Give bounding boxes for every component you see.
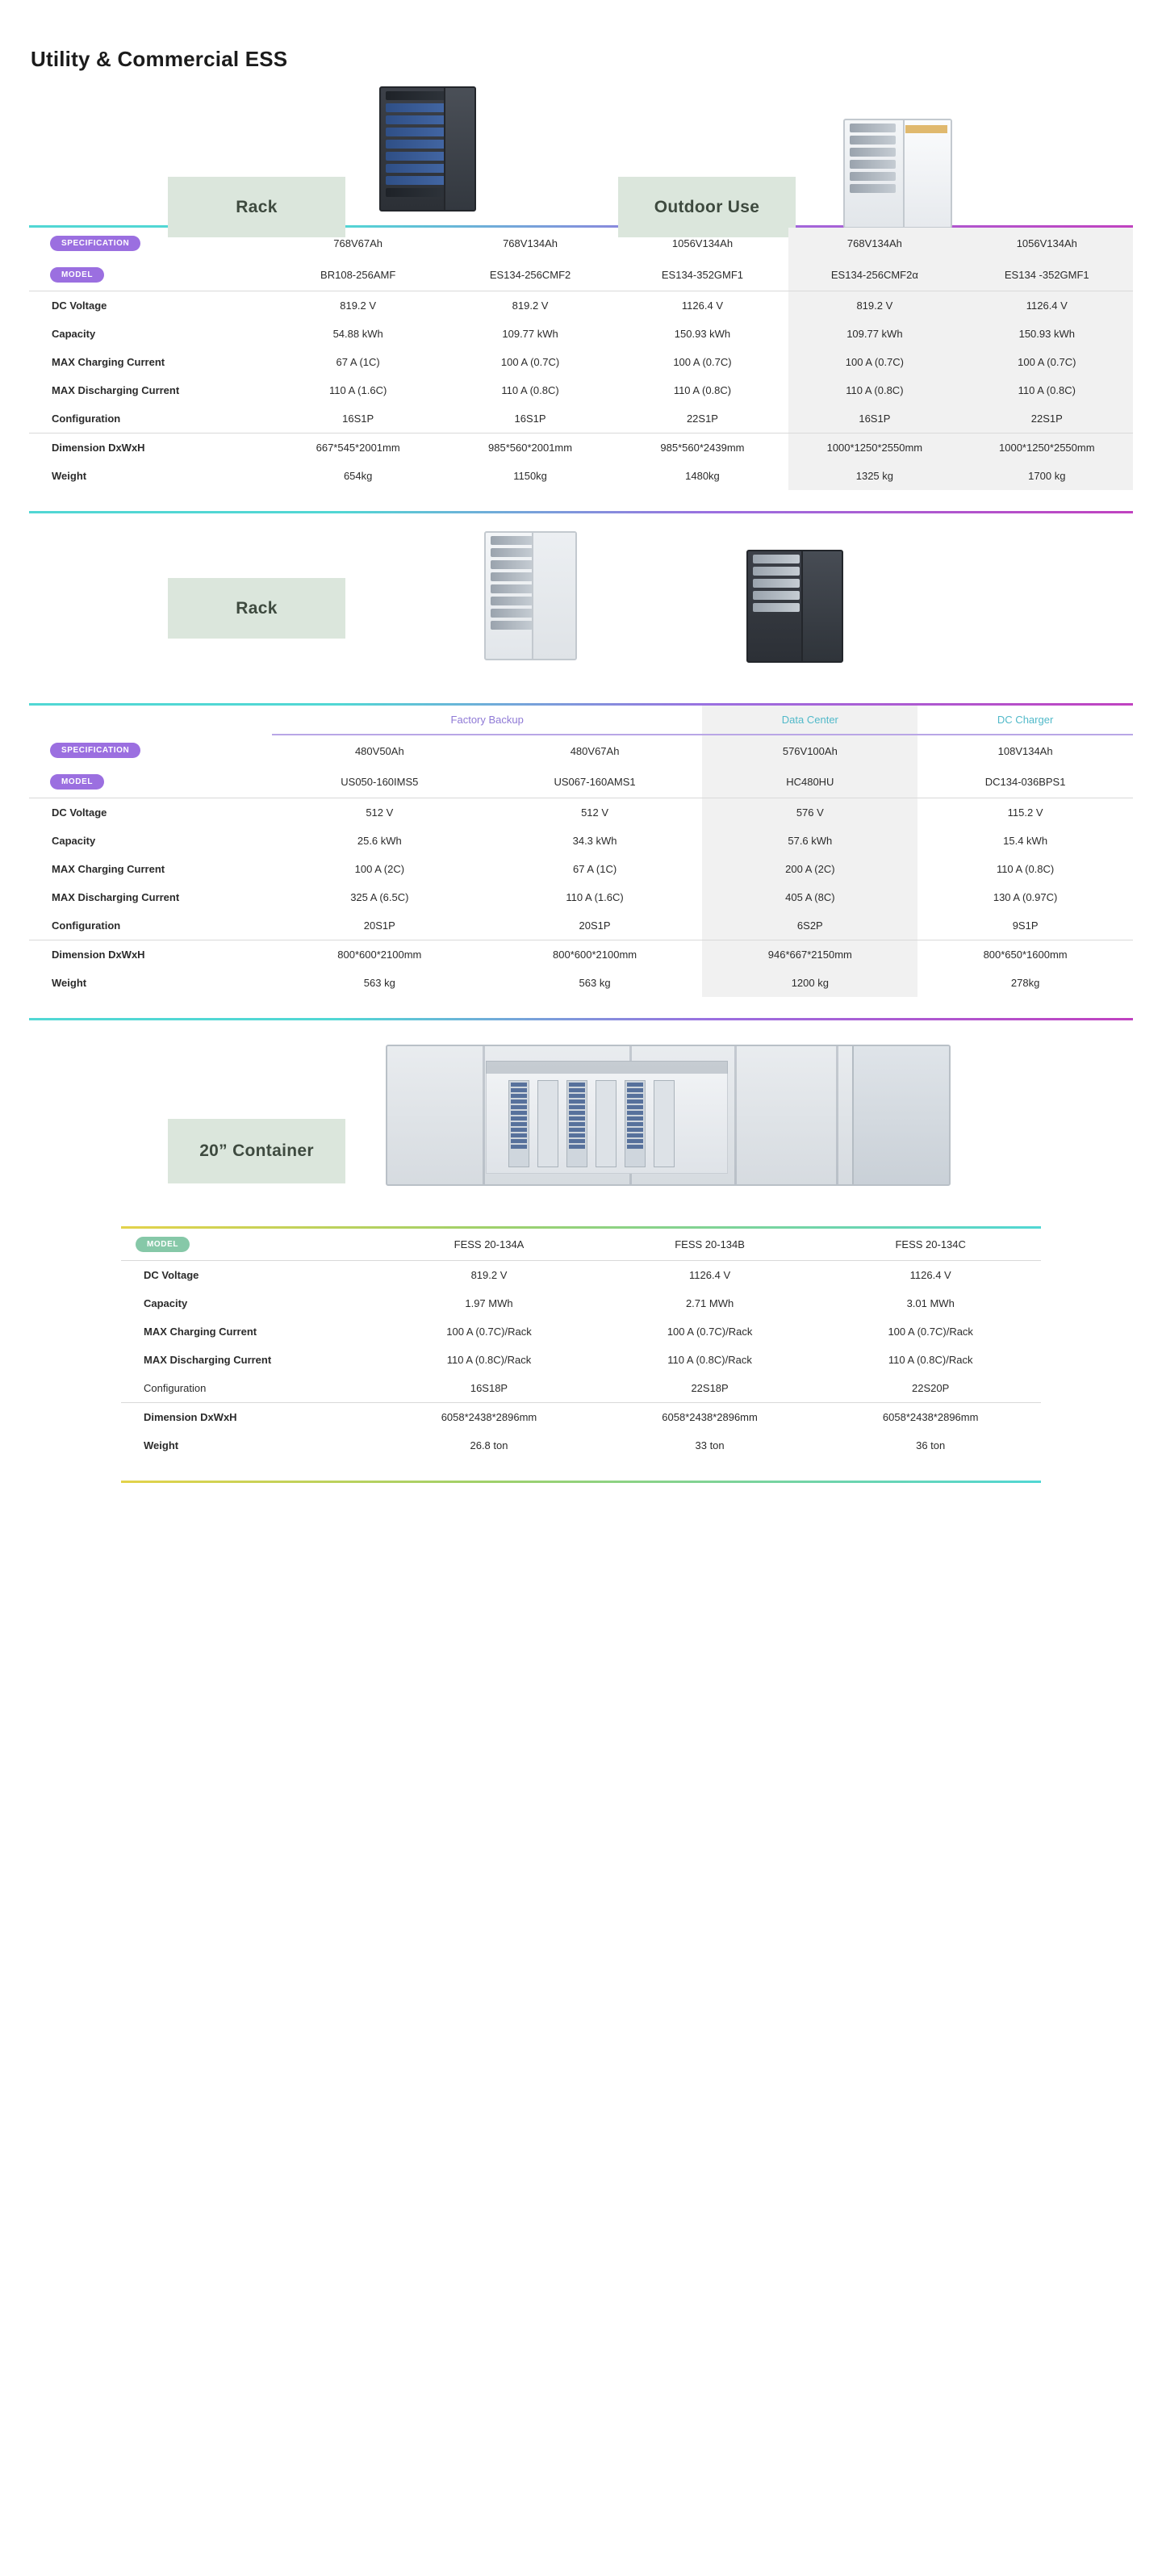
- model-value: BR108-256AMF: [320, 269, 396, 281]
- model-value: ES134-256CMF2α: [788, 259, 960, 291]
- cell-value: 6058*2438*2896mm: [378, 1403, 600, 1432]
- row-label: MAX Charging Current: [52, 863, 165, 875]
- cell-value: 100 A (0.7C): [673, 356, 732, 368]
- cell-value: 110 A (0.8C): [788, 376, 960, 404]
- table-row: [29, 320, 1133, 348]
- cell-value: 985*560*2001mm: [444, 434, 616, 463]
- cell-value: 200 A (2C): [702, 855, 917, 883]
- table-row: [29, 827, 1133, 855]
- cell-value: 16S1P: [514, 413, 546, 425]
- model-value: ES134-352GMF1: [661, 269, 744, 281]
- spec-table-utility: [29, 228, 1133, 490]
- cell-value: 109.77 kWh: [788, 320, 960, 348]
- cell-value: 985*560*2439mm: [617, 434, 788, 463]
- cell-value: 36 ton: [916, 1439, 946, 1451]
- table-row: [121, 1261, 1041, 1290]
- cell-value: 150.93 kWh: [961, 320, 1133, 348]
- cell-value: 110 A (0.8C): [961, 376, 1133, 404]
- model-pill-cell: [29, 766, 272, 798]
- cell-value: 654kg: [343, 470, 373, 482]
- table-wrap-backup: [0, 706, 1162, 997]
- specification-pill: SPECIFICATION: [50, 743, 140, 758]
- cell-value: 57.6 kWh: [702, 827, 917, 855]
- cell-value: 67 A (1C): [336, 356, 380, 368]
- cell-value: 16S1P: [342, 413, 374, 425]
- model-pill: MODEL: [50, 267, 104, 283]
- cell-value: 130 A (0.97C): [993, 891, 1058, 903]
- cell-value: 15.4 kWh: [1003, 835, 1048, 847]
- cell-value: 26.8 ton: [470, 1439, 508, 1451]
- group-header-empty: [29, 706, 272, 735]
- cell-value: 1126.4 V: [820, 1261, 1041, 1290]
- cell-value: 34.3 kWh: [572, 835, 617, 847]
- cell-value: 667*545*2001mm: [272, 434, 444, 463]
- cell-value: 278kg: [1010, 977, 1040, 989]
- spec-value: 1056V134Ah: [671, 237, 734, 249]
- cell-value: 819.2 V: [378, 1261, 600, 1290]
- cell-value: 1700 kg: [961, 462, 1133, 490]
- cell-value: 25.6 kWh: [357, 835, 402, 847]
- spec-table-container: [121, 1229, 1041, 1460]
- group-header-factory-backup: Factory Backup: [272, 706, 703, 735]
- table-row-group-headers: [29, 706, 1133, 735]
- cell-value: 1200 kg: [702, 969, 917, 997]
- table-row: [29, 291, 1133, 320]
- model-value: FESS 20-134B: [675, 1238, 745, 1250]
- product-image-20ft-container: [386, 1045, 951, 1186]
- cell-value: 6058*2438*2896mm: [820, 1403, 1041, 1432]
- product-image-dark-rack: [746, 550, 843, 663]
- cell-value: 3.01 MWh: [906, 1297, 955, 1309]
- cell-value: 109.77 kWh: [502, 328, 558, 340]
- table-row: [29, 462, 1133, 490]
- table-row-spec: [29, 228, 1133, 259]
- row-label: Capacity: [52, 835, 96, 847]
- cell-value: 67 A (1C): [572, 863, 617, 875]
- cell-value: 563 kg: [363, 977, 395, 989]
- cell-value: 16S1P: [788, 404, 960, 434]
- cell-value: 1325 kg: [788, 462, 960, 490]
- spec-pill-cell: [29, 228, 272, 259]
- table-row: [121, 1431, 1041, 1460]
- spec-value: 108V134Ah: [997, 744, 1053, 757]
- table-row: [29, 404, 1133, 434]
- model-value: FESS 20-134A: [454, 1238, 525, 1250]
- spec-pill-cell: [29, 735, 272, 766]
- row-label: Dimension DxWxH: [29, 940, 272, 970]
- table-wrap-utility: [0, 228, 1162, 490]
- table-row: [29, 940, 1133, 970]
- cell-value: 110 A (0.8C)/Rack: [667, 1354, 752, 1366]
- spec-value: 768V134Ah: [503, 237, 558, 249]
- product-image-rack-dark: [379, 86, 476, 212]
- cell-value: 946*667*2150mm: [702, 940, 917, 970]
- product-image-white-rack: [484, 531, 577, 660]
- table-row: [121, 1317, 1041, 1346]
- cell-value: 1126.4 V: [600, 1261, 821, 1290]
- spec-value: 768V67Ah: [333, 237, 383, 249]
- tag-rack-2: [168, 578, 345, 639]
- cell-value: 110 A (0.8C): [501, 384, 559, 396]
- row-label: Dimension DxWxH: [29, 434, 272, 463]
- row-label: MAX Charging Current: [52, 356, 165, 368]
- cell-value: 100 A (2C): [354, 863, 405, 875]
- cell-value: 20S1P: [363, 919, 395, 932]
- cell-value: 1000*1250*2550mm: [788, 434, 960, 463]
- model-pill-cell: [29, 259, 272, 291]
- tag-rack-label: Rack: [236, 197, 278, 216]
- tag-rack-2-label: Rack: [236, 598, 278, 618]
- cell-value: 22S18P: [691, 1382, 729, 1394]
- spec-value: 480V50Ah: [354, 744, 404, 757]
- table-row: [121, 1374, 1041, 1403]
- cell-value: 6S2P: [702, 911, 917, 940]
- page-title: Utility & Commercial ESS: [31, 47, 288, 71]
- cell-value: 100 A (0.7C): [961, 348, 1133, 376]
- cell-value: 100 A (0.7C)/Rack: [667, 1326, 753, 1338]
- table-row: [29, 855, 1133, 883]
- cell-value: 115.2 V: [917, 798, 1133, 827]
- cell-value: 100 A (0.7C): [788, 348, 960, 376]
- row-label: DC Voltage: [121, 1261, 378, 1290]
- row-label: Weight: [144, 1439, 179, 1451]
- row-label: Configuration: [144, 1382, 207, 1394]
- table-row: [121, 1289, 1041, 1317]
- model-value: ES134 -352GMF1: [961, 259, 1133, 291]
- row-label: MAX Charging Current: [144, 1326, 257, 1338]
- cell-value: 1126.4 V: [961, 291, 1133, 320]
- product-image-outdoor-cabinet: [843, 119, 952, 228]
- table-row: [29, 911, 1133, 940]
- table-row: [121, 1346, 1041, 1374]
- table-row: [29, 376, 1133, 404]
- model-value: US067-160AMS1: [554, 776, 636, 788]
- table-row: [29, 348, 1133, 376]
- model-value: US050-160IMS5: [341, 776, 419, 788]
- cell-value: 819.2 V: [788, 291, 960, 320]
- cell-value: 800*600*2100mm: [487, 940, 703, 970]
- table-row: [29, 434, 1133, 463]
- row-label: Capacity: [52, 328, 96, 340]
- cell-value: 100 A (0.7C)/Rack: [888, 1326, 973, 1338]
- cell-value: 1480kg: [685, 470, 720, 482]
- row-label: Dimension DxWxH: [121, 1403, 378, 1432]
- cell-value: 110 A (1.6C): [566, 891, 624, 903]
- row-label: DC Voltage: [29, 798, 272, 827]
- cell-value: 819.2 V: [272, 291, 444, 320]
- cell-value: 6058*2438*2896mm: [600, 1403, 821, 1432]
- cell-value: 800*650*1600mm: [917, 940, 1133, 970]
- group-header-dc-charger: DC Charger: [917, 706, 1133, 735]
- cell-value: 819.2 V: [444, 291, 616, 320]
- cell-value: 22S1P: [686, 413, 718, 425]
- cell-value: 576 V: [702, 798, 917, 827]
- specification-pill: SPECIFICATION: [50, 236, 140, 251]
- cell-value: 33 ton: [695, 1439, 725, 1451]
- row-label: MAX Discharging Current: [52, 891, 180, 903]
- spec-value: 1056V134Ah: [961, 228, 1133, 259]
- spec-value: 768V134Ah: [788, 228, 960, 259]
- group-header-data-center: Data Center: [702, 706, 917, 735]
- table-row: [121, 1403, 1041, 1432]
- table-row: [29, 969, 1133, 997]
- table-wrap-container: [0, 1229, 1162, 1460]
- row-label: DC Voltage: [29, 291, 272, 320]
- cell-value: 9S1P: [1012, 919, 1039, 932]
- cell-value: 1150kg: [513, 470, 547, 482]
- table-row: [29, 883, 1133, 911]
- model-pill-cell: [121, 1229, 378, 1261]
- section-container: [0, 1020, 1162, 1483]
- cell-value: 110 A (0.8C)/Rack: [446, 1354, 532, 1366]
- tag-20-container-label: 20” Container: [199, 1141, 314, 1160]
- model-value: ES134-256CMF2: [489, 269, 571, 281]
- table-row-spec: [29, 735, 1133, 766]
- spec-value: 576V100Ah: [702, 735, 917, 766]
- model-value: FESS 20-134C: [895, 1238, 966, 1250]
- cell-value: 16S18P: [470, 1382, 508, 1394]
- row-label: Capacity: [144, 1297, 188, 1309]
- cell-value: 512 V: [272, 798, 487, 827]
- cell-value: 110 A (1.6C): [329, 384, 387, 396]
- model-value: HC480HU: [702, 766, 917, 798]
- section-backup-datacenter-charger: [0, 513, 1162, 1020]
- cell-value: 22S1P: [961, 404, 1133, 434]
- cell-value: 20S1P: [579, 919, 611, 932]
- cell-value: 2.71 MWh: [685, 1297, 734, 1309]
- hero-images-utility: [0, 72, 1162, 225]
- tag-20-container: [168, 1119, 345, 1183]
- model-value: DC134-036BPS1: [984, 776, 1066, 788]
- row-label: Configuration: [52, 919, 121, 932]
- cell-value: 22S20P: [912, 1382, 950, 1394]
- table-row-model: [29, 766, 1133, 798]
- cell-value: 1126.4 V: [617, 291, 788, 320]
- model-pill: MODEL: [136, 1237, 190, 1252]
- row-label: Weight: [52, 977, 87, 989]
- cell-value: 512 V: [487, 798, 703, 827]
- cell-value: 1000*1250*2550mm: [961, 434, 1133, 463]
- cell-value: 110 A (0.8C): [673, 384, 732, 396]
- cell-value: 110 A (0.8C)/Rack: [888, 1354, 973, 1366]
- table-row-model: [29, 259, 1133, 291]
- cell-value: 800*600*2100mm: [272, 940, 487, 970]
- cell-value: 563 kg: [579, 977, 611, 989]
- hero-images-container: [0, 1020, 1162, 1226]
- spec-value: 480V67Ah: [570, 744, 620, 757]
- cell-value: 100 A (0.7C)/Rack: [446, 1326, 532, 1338]
- row-label: Configuration: [52, 413, 121, 425]
- model-pill: MODEL: [50, 774, 104, 790]
- row-label: Weight: [52, 470, 87, 482]
- section-utility-commercial: [0, 72, 1162, 513]
- spec-table-backup: [29, 706, 1133, 997]
- cell-value: 110 A (0.8C): [996, 863, 1055, 875]
- tag-outdoor-use-label: Outdoor Use: [654, 197, 760, 216]
- row-label: MAX Discharging Current: [52, 384, 180, 396]
- table-row: [29, 798, 1133, 827]
- row-label: MAX Discharging Current: [144, 1354, 272, 1366]
- cell-value: 150.93 kWh: [674, 328, 731, 340]
- cell-value: 1.97 MWh: [465, 1297, 513, 1309]
- hero-images-backup: [0, 513, 1162, 703]
- cell-value: 325 A (6.5C): [350, 891, 409, 903]
- cell-value: 405 A (8C): [702, 883, 917, 911]
- cell-value: 54.88 kWh: [332, 328, 383, 340]
- cell-value: 100 A (0.7C): [500, 356, 560, 368]
- table-row-model: [121, 1229, 1041, 1261]
- divider-bottom-container: [121, 1481, 1041, 1483]
